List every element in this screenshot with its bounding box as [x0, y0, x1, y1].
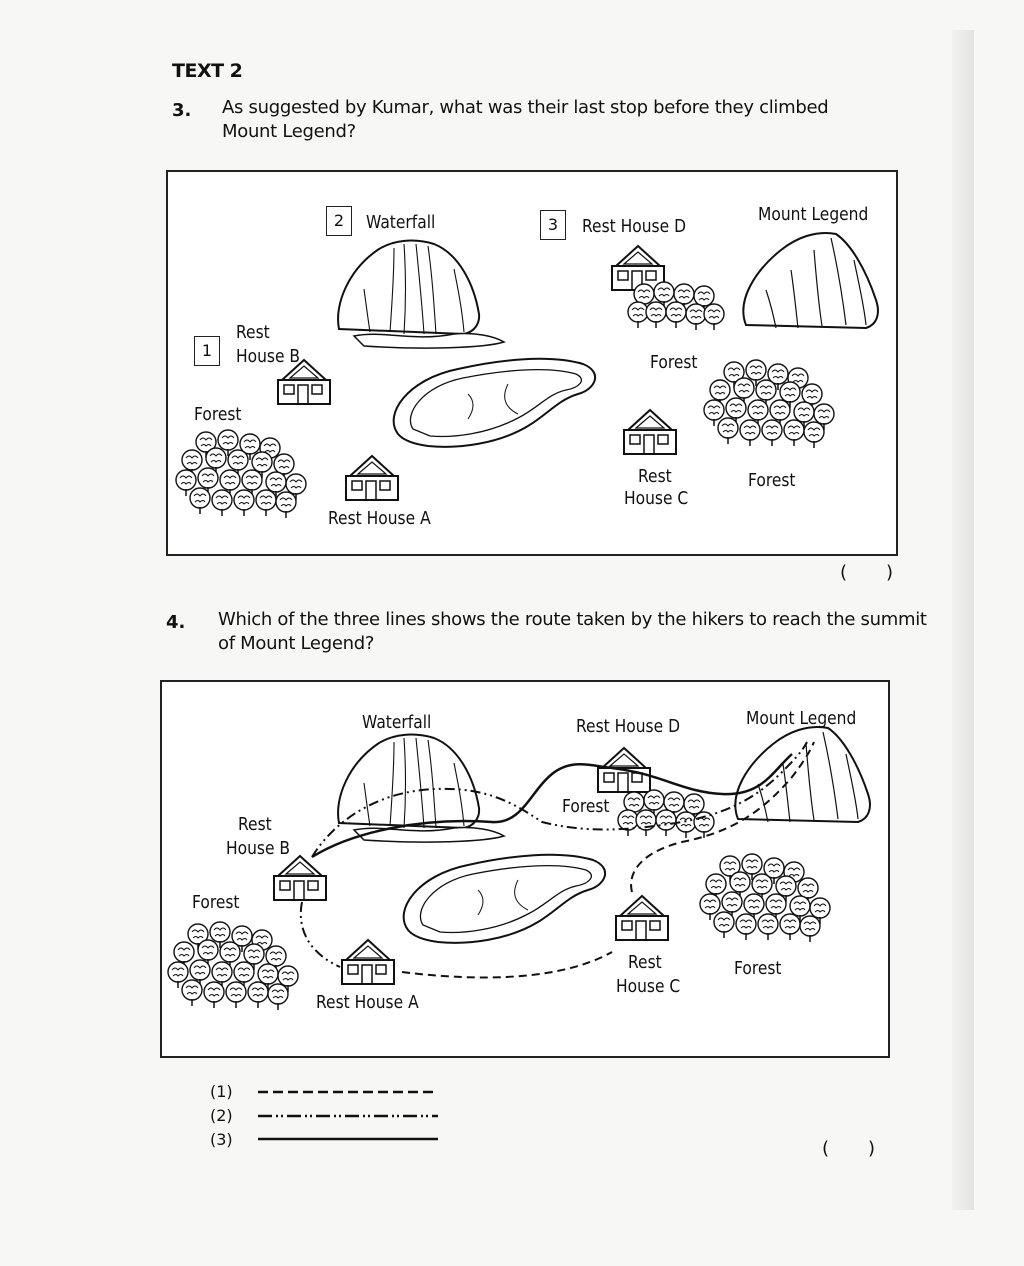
- rest-house-b-label-line2: House B: [236, 346, 301, 367]
- marker-1-box: 1: [194, 336, 220, 366]
- question-3-line1: As suggested by Kumar, what was their last stop before they climbed: [222, 97, 829, 118]
- forest-center-picture: [618, 790, 714, 838]
- option-1-label: (1): [210, 1082, 233, 1101]
- option-2-label: (2): [210, 1106, 233, 1125]
- rest-house-b-label-line1: Rest: [236, 322, 270, 343]
- q3-answer-close: ): [886, 562, 894, 583]
- q3-answer-open: (: [840, 562, 848, 583]
- question-3-text: [222, 96, 828, 144]
- forest-left-label: Forest: [192, 892, 240, 913]
- waterfall-label: Waterfall: [362, 712, 432, 733]
- rest-house-c-label-line2: House C: [624, 488, 689, 509]
- mountain-picture: [735, 727, 870, 822]
- question-4-line1: Which of the three lines shows the route taken by the hikers to reach the summit: [218, 609, 927, 630]
- question-4-map: [160, 680, 890, 1058]
- rest-house-c-label-line1: Rest: [638, 466, 672, 487]
- question-3-line2: Mount Legend?: [222, 121, 356, 142]
- question-3-number: 3.: [172, 100, 192, 121]
- rest-house-c-label-line2: House C: [616, 976, 681, 997]
- rest-house-d-label: Rest House D: [582, 216, 686, 237]
- rest-house-b-label-line2: House B: [226, 838, 291, 859]
- marker-3-box: 3: [540, 210, 566, 240]
- forest-center-picture: [628, 282, 724, 330]
- question-4-line2: of Mount Legend?: [218, 633, 375, 654]
- forest-right-picture: [704, 360, 834, 448]
- option-1-line: [258, 1090, 438, 1094]
- lake-picture: [394, 359, 595, 447]
- forest-center-label: Forest: [562, 796, 610, 817]
- q4-answer-close: ): [868, 1138, 876, 1159]
- question-4-text: [218, 608, 927, 656]
- forest-right-label: Forest: [748, 470, 796, 491]
- question-4-map-drawing: [162, 682, 888, 1056]
- mount-legend-label: Mount Legend: [758, 204, 869, 225]
- waterfall-picture: [338, 735, 504, 843]
- rest-house-c-label-line1: Rest: [628, 952, 662, 973]
- rest-house-c-picture: [622, 408, 678, 458]
- question-3-map: [166, 170, 898, 556]
- page-edge-shadow: [952, 30, 974, 1210]
- rest-house-a-picture: [340, 938, 396, 988]
- rest-house-b-picture: [272, 854, 328, 904]
- forest-left-picture: [176, 430, 306, 518]
- rest-house-b-label-line1: Rest: [238, 814, 272, 835]
- waterfall-picture: [338, 241, 504, 349]
- mount-legend-label: Mount Legend: [746, 708, 857, 729]
- forest-left-label: Forest: [194, 404, 242, 425]
- rest-house-a-picture: [344, 454, 400, 504]
- forest-left-picture: [168, 922, 298, 1010]
- rest-house-a-label: Rest House A: [328, 508, 431, 529]
- option-3-line: [258, 1137, 438, 1141]
- question-4-number: 4.: [166, 612, 186, 633]
- waterfall-label: Waterfall: [366, 212, 436, 233]
- q4-answer-open: (: [822, 1138, 830, 1159]
- rest-house-d-label: Rest House D: [576, 716, 680, 737]
- section-header: TEXT 2: [172, 60, 243, 82]
- rest-house-a-label: Rest House A: [316, 992, 419, 1013]
- forest-right-picture: [700, 854, 830, 942]
- option-2-line: [258, 1114, 438, 1118]
- marker-2-box: 2: [326, 206, 352, 236]
- forest-center-label: Forest: [650, 352, 698, 373]
- lake-picture: [404, 855, 605, 943]
- mountain-picture: [743, 233, 878, 328]
- rest-house-c-picture: [614, 894, 670, 944]
- option-3-label: (3): [210, 1130, 233, 1149]
- forest-right-label: Forest: [734, 958, 782, 979]
